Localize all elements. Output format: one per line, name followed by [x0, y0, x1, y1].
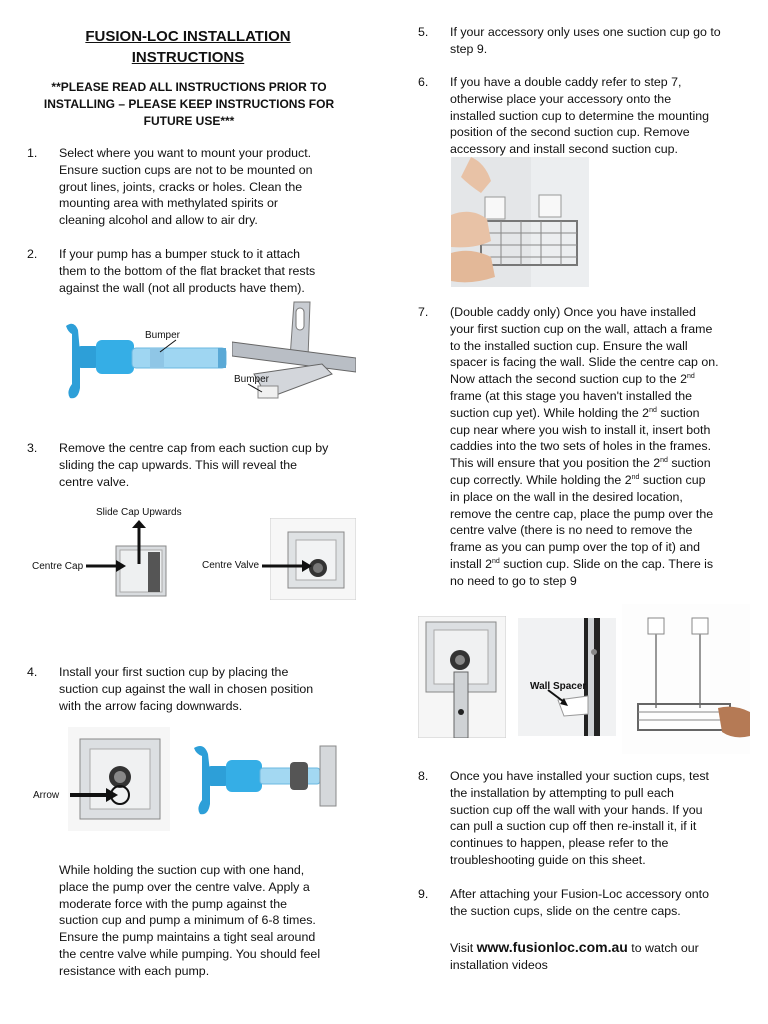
arrow-icon: [262, 560, 312, 572]
arrow-label: Arrow: [33, 790, 60, 801]
visit-prefix: Visit: [450, 941, 477, 955]
step-text: After attaching your Fusion-Loc accessory onto the suction cups, slide on the centre caps.: [450, 887, 709, 918]
step-number: 8.: [418, 769, 429, 783]
visit-line-2: installation videos: [450, 957, 548, 972]
centre-cap-label: Centre Cap: [32, 561, 84, 572]
step-text: Remove the centre cap from each suction cup by sliding the cap upwards. This will reveal the centre valve.: [59, 441, 329, 489]
step-number: 4.: [27, 665, 38, 679]
bumper-label: Bumper: [234, 374, 270, 385]
bumper-label: Bumper: [145, 330, 181, 341]
step-number: 1.: [27, 146, 38, 160]
caddy-placement-image: [451, 157, 589, 287]
step-text: Once you have installed your suction cups, test the installation by attempting to pull each suction cup off the wall with your hands. If you can pull a suction cup off then re-install it, if it continues to happen, please refer to the troubleshooting guide on this sheet.: [450, 769, 709, 867]
wall-spacer-image: [518, 618, 616, 736]
double-caddy-image: [622, 604, 750, 754]
wall-spacer-label: Wall Spacer: [530, 681, 587, 692]
suction-cup-arrow-image: [68, 727, 170, 831]
document-title: FUSION-LOC INSTALLATION INSTRUCTIONS: [85, 28, 291, 66]
centre-valve-image: [270, 518, 356, 600]
step-number: 7.: [418, 305, 429, 319]
frame-on-suction-cup-image: [418, 616, 506, 738]
step-text: (Double caddy only) Once you have installed your first suction cup on the wall, attach a frame to the installed suction cup. Ensure the wall spacer is facing the wall. Slide the centre cap on. Now attach the second suction cup to the 2nd frame (at this stage you haven't installed the suction cup yet). While holding the 2nd suction cup near where you wish to install it, insert both caddies into the two sets of holes in the frames. This will ensure that you position the 2nd suction cup correctly. While holding the 2nd suction cup in place on the wall in the desired location, remove the centre cap, place the pump over the centre valve (there is no need to remove the frame as you can pump over the top of it) and install 2nd suction cup. Slide on the cap. There is no need to go to step 9: [450, 305, 719, 588]
step-number: 6.: [418, 75, 429, 89]
arrow-icon: [70, 788, 118, 802]
step-4-continued: While holding the suction cup with one hand, place the pump over the centre valve. Apply a moderate force with the pump against the suction cup and pump a minimum of 6-8 times. Ensure the pump maintains a tight seal around the centre valve while pumping. You should feel resistance with each pump.: [59, 863, 321, 978]
step-text: If your pump has a bumper stuck to it attach them to the bottom of the flat bracket that rests against the wall (not all products have them).: [59, 247, 316, 295]
arrow-icon: [86, 560, 126, 572]
bracket-with-bumper-image: [232, 298, 356, 422]
step-text: If your accessory only uses one suction cup go to step 9.: [450, 25, 721, 56]
slide-cap-label: Slide Cap Upwards: [96, 507, 182, 518]
centre-valve-label: Centre Valve: [202, 560, 260, 571]
step-number: 9.: [418, 887, 429, 901]
pump-with-bumper-image: [58, 312, 230, 404]
step-text: If you have a double caddy refer to step 7, otherwise place your accessory onto the installed suction cup to determine the mounting position of the second suction cup. Remove accessory and install second suction cup.: [450, 75, 709, 157]
step-text: Install your first suction cup by placing the suction cup against the wall in chosen position with the arrow facing downwards.: [59, 665, 314, 713]
visit-suffix: to watch our: [627, 941, 699, 955]
read-notice: **PLEASE READ ALL INSTRUCTIONS PRIOR TO INSTALLING – PLEASE KEEP INSTRUCTIONS FOR FUTURE USE***: [43, 80, 335, 128]
visit-website: [450, 939, 760, 974]
step-number: 5.: [418, 25, 429, 39]
step-number: 2.: [27, 247, 38, 261]
pump-on-suction-cup-image: [184, 732, 344, 828]
website-link[interactable]: www.fusionloc.com.au: [476, 939, 628, 955]
step-number: 3.: [27, 441, 38, 455]
step-text: Select where you want to mount your product. Ensure suction cups are not to be mounted on grout lines, joints, cracks or holes. Clean the mounting area with methylated spirits or cleaning alcohol and allow to air dry.: [59, 146, 313, 228]
